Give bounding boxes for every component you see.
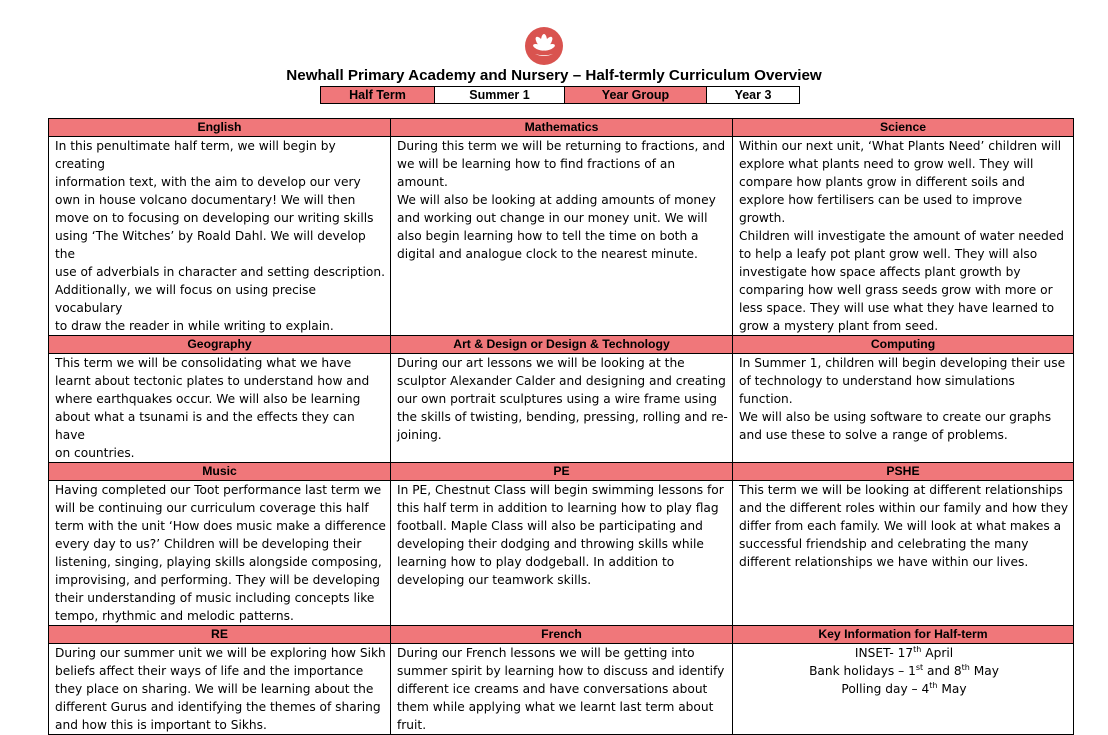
key-info-panel bbox=[733, 644, 1074, 735]
half-term-value: Summer 1 bbox=[435, 87, 565, 104]
maths-heading: Mathematics bbox=[391, 119, 733, 137]
science-heading: Science bbox=[733, 119, 1074, 137]
half-term-label: Half Term bbox=[321, 87, 435, 104]
re-heading: RE bbox=[49, 626, 391, 644]
lotus-flower-icon bbox=[525, 27, 563, 65]
computing-heading: Computing bbox=[733, 336, 1074, 354]
music-heading: Music bbox=[49, 463, 391, 481]
inset-date: INSET- 17th April bbox=[854, 645, 954, 660]
year-group-value: Year 3 bbox=[707, 87, 800, 104]
bank-holidays: Bank holidays – 1st and 8th May bbox=[809, 663, 999, 678]
french-text: During our French lessons we will be getting into summer spirit by learning how to discuss and identify different ice creams and have conversations about them while applying what we learnt last term about fruit. bbox=[391, 644, 733, 735]
school-logo bbox=[525, 27, 563, 65]
pe-text: In PE, Chestnut Class will begin swimming lessons for this half term in addition to learning how to play flag football. Maple Class will also be participating and developing their dodging and throwing skills while learning how to play dodgeball. In addition to developing our teamwork skills. bbox=[391, 481, 733, 626]
music-text: Having completed our Toot performance last term we will be continuing our curriculum coverage this half term with the unit ‘How does music make a difference every day to us?’ Children will be developing their listening, singing, playing skills alongside composing, improvising, and performing. They will be developing their understanding of music including concepts like tempo, rhythmic and melodic patterns. bbox=[49, 481, 391, 626]
key-info-heading: Key Information for Half-term bbox=[733, 626, 1074, 644]
page-title: Newhall Primary Academy and Nursery – Half-termly Curriculum Overview bbox=[286, 67, 822, 84]
maths-text: During this term we will be returning to fractions, and we will be learning how to find fractions of an amount. We will also be looking at adding amounts of money and working out change in our money unit. We will also begin learning how to tell the time on both a digital and analogue clock to the nearest minute. bbox=[391, 137, 733, 336]
polling-day: Polling day – 4th May bbox=[841, 681, 967, 696]
french-heading: French bbox=[391, 626, 733, 644]
art-text: During our art lessons we will be looking at the sculptor Alexander Calder and designing and creating our own portrait sculptures using a wire frame using the skills of twisting, bending, pressing, rolling and re- joining. bbox=[391, 354, 733, 463]
re-text: During our summer unit we will be exploring how Sikh beliefs affect their ways of life and the importance they place on sharing. We will be learning about the different Gurus and identifying the themes of sharing and how this is important to Sikhs. bbox=[49, 644, 391, 735]
geography-heading: Geography bbox=[49, 336, 391, 354]
pshe-heading: PSHE bbox=[733, 463, 1074, 481]
art-heading: Art & Design or Design & Technology bbox=[391, 336, 733, 354]
science-text: Within our next unit, ‘What Plants Need’ children will explore what plants need to grow well. They will compare how plants grow in different soils and explore how fertilisers can be used to improve growth. Children will investigate the amount of water needed to help a leafy pot plant grow well. They will also investigate how space affects plant growth by comparing how well grass seeds grow with more or less space. They will use what they have learned to grow a mystery plant from seed. bbox=[733, 137, 1074, 336]
pe-heading: PE bbox=[391, 463, 733, 481]
pshe-text: This term we will be looking at different relationships and the different roles within our family and how they differ from each family. We will look at what makes a successful friendship and celebrating the many different relationships we have within our lives. bbox=[733, 481, 1074, 626]
computing-text: In Summer 1, children will begin developing their use of technology to understand how simulations function. We will also be using software to create our graphs and use these to solve a range of problems. bbox=[733, 354, 1074, 463]
geography-text: This term we will be consolidating what we have learnt about tectonic plates to understand how and where earthquakes occur. We will also be learning about what a tsunami is and the effects they can have on countries. bbox=[49, 354, 391, 463]
english-text: In this penultimate half term, we will begin by creating information text, with the aim to develop our very own in house volcano documentary! We will then move on to focusing on developing our writing skills using ‘The Witches’ by Roald Dahl. We will develop the use of adverbials in character and setting description. Additionally, we will focus on using precise vocabulary to draw the reader in while writing to explain. bbox=[49, 137, 391, 336]
term-info-table bbox=[320, 86, 800, 104]
curriculum-grid bbox=[48, 118, 1074, 735]
english-heading: English bbox=[49, 119, 391, 137]
year-group-label: Year Group bbox=[565, 87, 707, 104]
